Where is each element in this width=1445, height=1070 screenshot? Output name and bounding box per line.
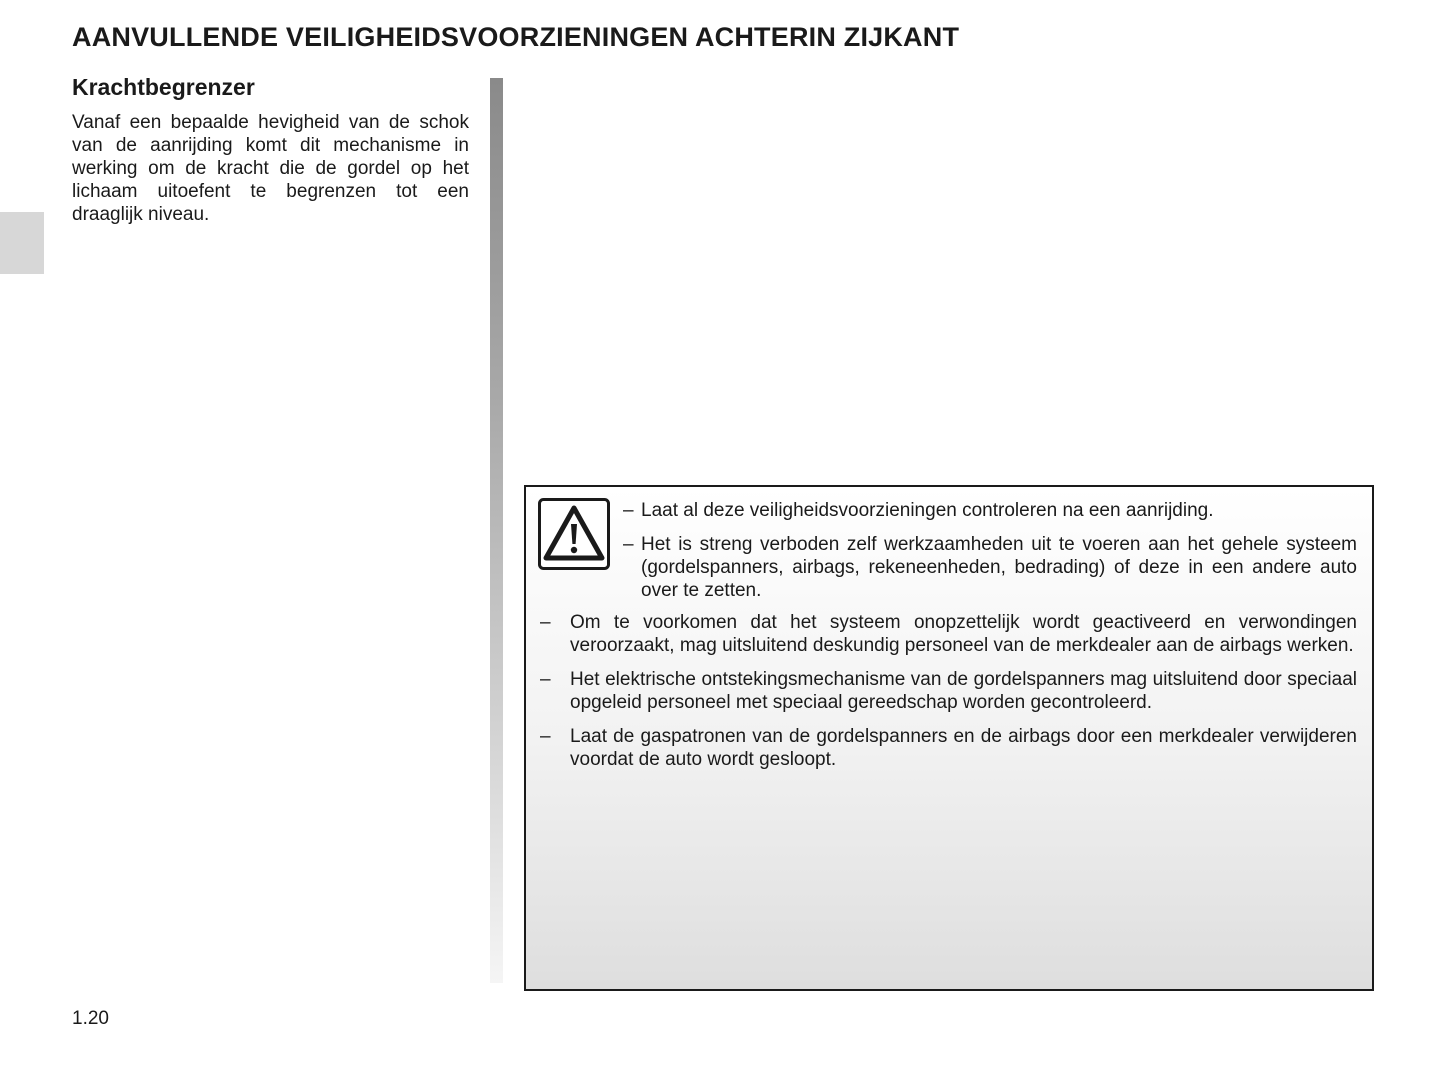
warning-item <box>540 668 1357 714</box>
section-body: Vanaf een bepaalde hevigheid van de schok van de aanrijding komt dit mechanisme in werking om de kracht die de gordel op het lichaam uitoefent te begrenzen tot een draaglijk niveau. <box>72 112 469 225</box>
page-title: AANVULLENDE VEILIGHEIDSVOORZIENINGEN ACHTERIN ZIJKANT <box>72 22 960 52</box>
chapter-tab <box>0 212 44 274</box>
warning-item-text: Het elektrische ontstekingsmechanisme van de gordelspanners mag uitsluitend door speciaal opgeleid personeel met speciaal gereedschap worden gecontroleerd. <box>570 669 1357 713</box>
warning-item-text: Om te voorkomen dat het systeem onopzettelijk wordt geactiveerd en verwondingen veroorzaakt, mag uitsluitend deskundig personeel van de merkdealer aan de airbags werken. <box>570 612 1357 656</box>
column-divider <box>490 78 503 983</box>
warning-top-items <box>623 499 1357 613</box>
warning-item <box>623 499 1357 522</box>
warning-item <box>540 725 1357 771</box>
warning-item-text: Het is streng verboden zelf werkzaamheden uit te voeren aan het gehele systeem (gordelspanners, airbags, rekeneenheden, bedrading) of deze in een andere auto over te zetten. <box>641 534 1357 601</box>
dash-bullet: – <box>623 534 634 555</box>
warning-item-text: Laat al deze veiligheidsvoorzieningen controleren na een aanrijding. <box>641 500 1214 521</box>
warning-triangle-icon <box>538 498 610 570</box>
dash-bullet: – <box>540 726 551 747</box>
warning-item-text: Laat de gaspatronen van de gordelspanners en de airbags door een merkdealer verwijderen voordat de auto wordt gesloopt. <box>570 726 1357 770</box>
warning-item <box>623 533 1357 602</box>
warning-list <box>540 611 1357 782</box>
section-heading: Krachtbegrenzer <box>72 74 255 100</box>
warning-item <box>540 611 1357 657</box>
page-number: 1.20 <box>72 1008 109 1029</box>
dash-bullet: – <box>540 612 551 633</box>
dash-bullet: – <box>540 669 551 690</box>
left-column <box>72 74 469 226</box>
dash-bullet: – <box>623 500 634 521</box>
warning-box <box>524 485 1374 991</box>
